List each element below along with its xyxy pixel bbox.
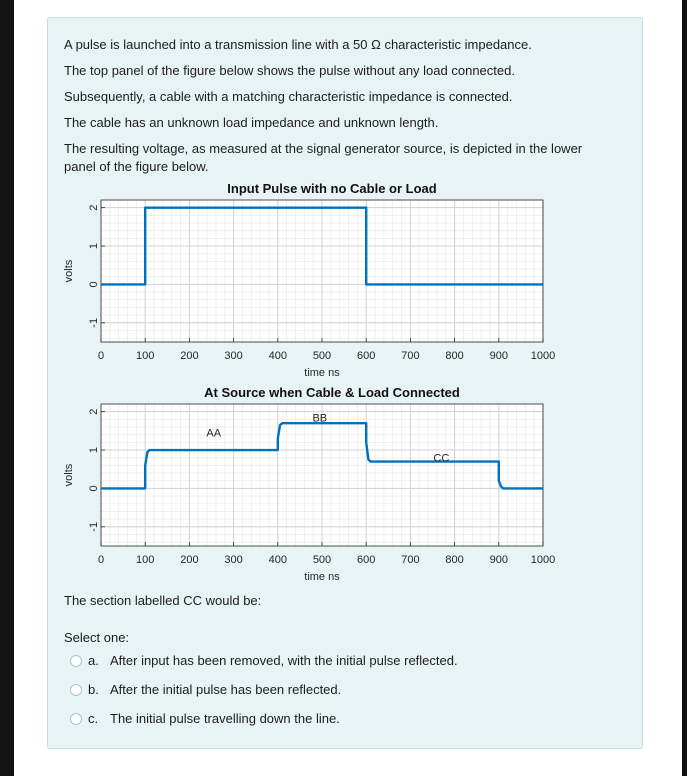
y-tick-label: 1 (88, 446, 100, 454)
x-tick-label: 800 (445, 350, 464, 362)
option-c-letter: c. (88, 711, 99, 726)
annotation-bb: BB (312, 412, 328, 425)
option-b-text: After the initial pulse has been reflected. (110, 682, 342, 697)
radio-a[interactable] (70, 655, 82, 667)
y-tick-label: 2 (88, 204, 100, 211)
x-tick-label: 400 (268, 350, 287, 362)
y-axis-label: volts (63, 259, 75, 283)
x-tick-label: 0 (97, 554, 105, 566)
x-tick-label: 1000 (530, 350, 556, 362)
question-line-5: The resulting voltage, as measured at the signal generator source, is depicted in the lower (64, 141, 583, 156)
x-tick-label: 300 (224, 554, 243, 566)
x-tick-label: 200 (180, 554, 199, 566)
x-tick-label: 0 (97, 350, 105, 362)
option-c-text: The initial pulse travelling down the line. (110, 711, 340, 726)
x-tick-label: 900 (489, 554, 508, 566)
question-line-3: Subsequently, a cable with a matching characteristic impedance is connected. (64, 89, 513, 104)
question-line-1: A pulse is launched into a transmission line with a 50 Ω characteristic impedance. (64, 37, 532, 52)
x-tick-label: 1000 (530, 554, 556, 566)
y-axis-label: volts (63, 463, 75, 487)
x-tick-label: 900 (489, 350, 508, 362)
annotation-cc: CC (433, 452, 450, 465)
select-one-label: Select one: (64, 630, 130, 645)
radio-b[interactable] (70, 684, 82, 696)
input-pulse-chart (62, 178, 562, 384)
x-tick-label: 200 (180, 350, 199, 362)
left-window-edge (0, 0, 14, 776)
option-b[interactable] (70, 682, 341, 697)
question-prompt: The section labelled CC would be: (64, 593, 262, 608)
source-voltage-chart (62, 382, 562, 590)
option-c[interactable] (70, 711, 340, 726)
question-line-2: The top panel of the figure below shows the pulse without any load connected. (64, 63, 515, 78)
question-line-4: The cable has an unknown load impedance and unknown length. (64, 115, 439, 130)
option-b-letter: b. (88, 682, 99, 697)
y-tick-label: 0 (88, 485, 100, 492)
y-tick-label: 2 (88, 408, 100, 415)
x-tick-label: 600 (357, 350, 376, 362)
x-tick-label: 500 (312, 554, 332, 566)
y-tick-label: -1 (88, 317, 100, 328)
chart-title: Input Pulse with no Cable or Load (227, 181, 437, 196)
chart-title: At Source when Cable & Load Connected (204, 385, 460, 400)
y-tick-label: 0 (88, 281, 100, 288)
annotation-aa: AA (206, 427, 222, 440)
x-tick-label: 100 (136, 554, 155, 566)
x-tick-label: 700 (401, 554, 420, 566)
x-axis-label: time ns (304, 571, 340, 583)
question-line-6: panel of the figure below. (64, 159, 209, 174)
x-tick-label: 300 (224, 350, 243, 362)
option-a[interactable] (70, 653, 458, 668)
x-tick-label: 100 (136, 350, 155, 362)
x-axis-label: time ns (304, 367, 340, 379)
x-tick-label: 800 (445, 554, 464, 566)
x-tick-label: 600 (357, 554, 376, 566)
x-tick-label: 500 (312, 350, 332, 362)
y-tick-label: -1 (88, 521, 100, 532)
radio-c[interactable] (70, 713, 82, 725)
y-tick-label: 1 (88, 242, 100, 250)
x-tick-label: 700 (401, 350, 420, 362)
option-a-letter: a. (88, 653, 99, 668)
x-tick-label: 400 (268, 554, 287, 566)
option-a-text: After input has been removed, with the initial pulse reflected. (110, 653, 458, 668)
right-window-edge (682, 0, 687, 776)
